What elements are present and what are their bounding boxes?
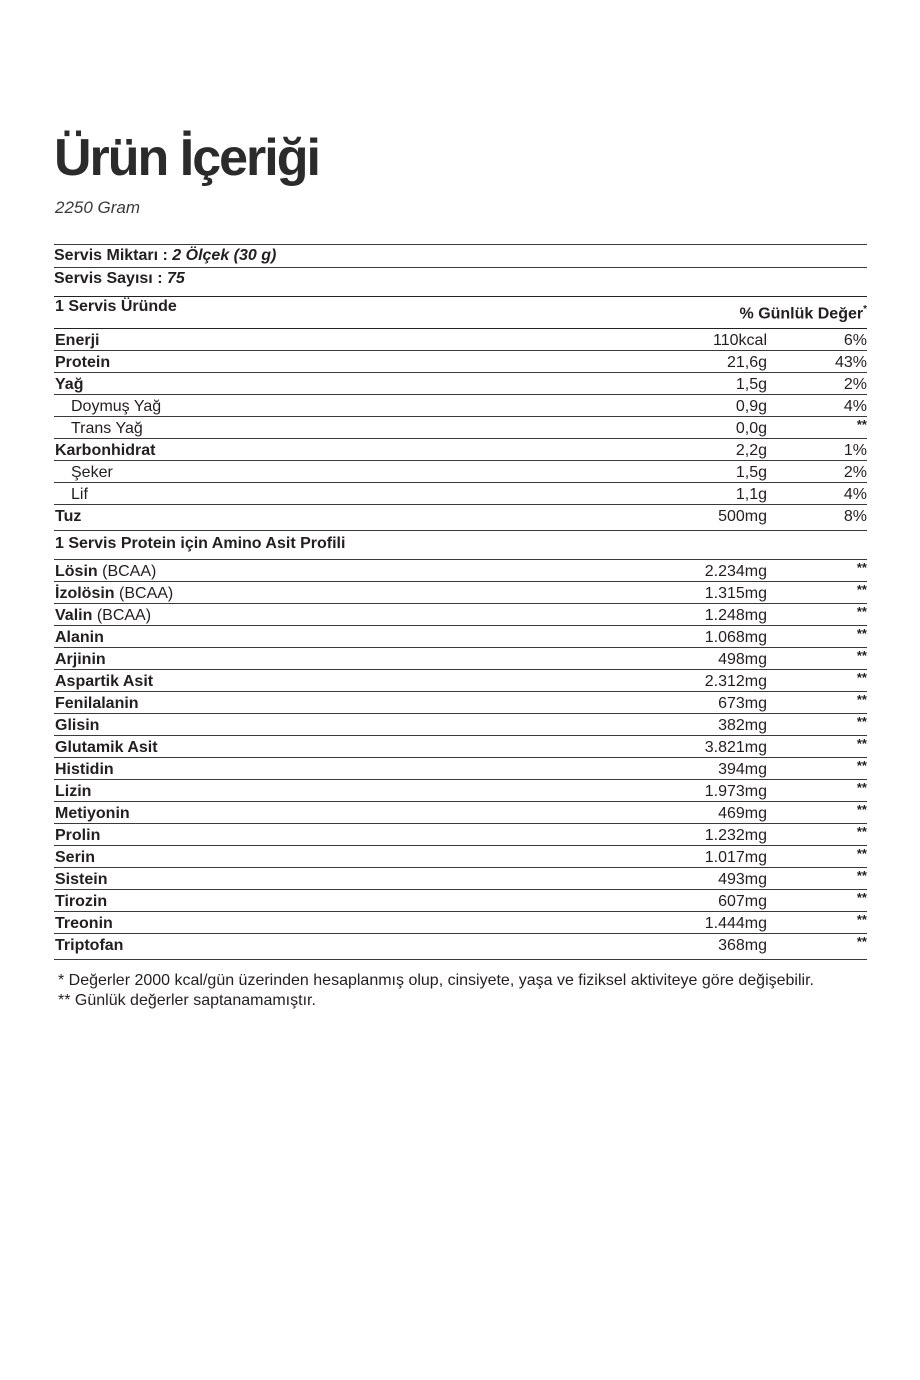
nutrient-amount: 110kcal <box>713 332 767 349</box>
amino-acid-row <box>54 824 867 846</box>
amino-acid-label: Tirozin <box>55 893 108 910</box>
amino-acid-label: Lösin <box>55 563 98 580</box>
amino-acid-note: (BCAA) <box>96 607 152 624</box>
amino-acid-name <box>55 913 113 934</box>
amino-acid-row <box>54 758 867 780</box>
amino-acid-name <box>55 891 107 912</box>
daily-value-header <box>740 304 867 323</box>
amino-acid-daily-value: ** <box>856 912 867 927</box>
nutrient-name: Tuz <box>55 508 82 525</box>
servings-row <box>54 268 867 290</box>
amino-acid-row <box>54 626 867 648</box>
nutrient-name: Doymuş Yağ <box>71 398 162 415</box>
amino-acid-amount: 607mg <box>718 893 767 910</box>
amino-acid-name <box>55 781 91 802</box>
nutrient-row <box>54 373 867 395</box>
amino-acid-label: Treonin <box>55 915 113 932</box>
amino-acid-row <box>54 560 867 582</box>
amino-acid-name <box>55 693 139 714</box>
serving-size-label: Servis Miktarı : <box>54 247 168 264</box>
amino-acid-label: Metiyonin <box>55 805 130 822</box>
per-serving-header <box>54 297 867 328</box>
amino-acid-label: Glutamik Asit <box>55 739 158 756</box>
nutrient-row <box>54 417 867 439</box>
package-weight: 2250 Gram <box>55 198 141 217</box>
amino-acid-daily-value: ** <box>856 802 867 817</box>
amino-acid-name <box>55 583 173 604</box>
amino-acid-label: Valin <box>55 607 93 624</box>
amino-acid-name <box>55 561 156 582</box>
amino-acid-row <box>54 780 867 802</box>
amino-acid-daily-value: ** <box>856 758 867 773</box>
nutrient-daily-value: 1% <box>843 442 867 459</box>
nutrient-daily-value: 4% <box>843 486 867 503</box>
amino-acid-row <box>54 890 867 912</box>
amino-acid-row <box>54 714 867 736</box>
amino-acid-amount: 1.444mg <box>704 915 767 932</box>
nutrition-table <box>54 244 867 960</box>
amino-acid-daily-value: ** <box>856 582 867 597</box>
amino-acid-row <box>54 648 867 670</box>
nutrient-row <box>54 461 867 483</box>
nutrient-row <box>54 351 867 373</box>
daily-value-mark: * <box>863 304 867 315</box>
nutrient-amount: 1,5g <box>735 464 767 481</box>
daily-value-label: % Günlük Değer <box>739 305 864 323</box>
nutrient-row <box>54 439 867 461</box>
amino-acid-row <box>54 582 867 604</box>
nutrient-amount: 2,2g <box>735 442 767 459</box>
amino-acid-label: Lizin <box>55 783 92 800</box>
amino-acid-row <box>54 934 867 955</box>
amino-acid-daily-value: ** <box>856 626 867 641</box>
amino-acid-amount: 2.234mg <box>704 563 767 580</box>
nutrient-name: Protein <box>55 354 111 371</box>
amino-acid-amount: 394mg <box>718 761 767 778</box>
footnote-not-established: ** Günlük değerler saptanamamıştır. <box>58 992 316 1009</box>
amino-acid-label: Sistein <box>55 871 108 888</box>
amino-acid-amount: 3.821mg <box>704 739 767 756</box>
amino-acid-daily-value: ** <box>856 670 867 685</box>
amino-acid-amount: 2.312mg <box>704 673 767 690</box>
amino-acid-daily-value: ** <box>856 824 867 839</box>
amino-acid-name <box>55 671 153 692</box>
amino-acid-row <box>54 802 867 824</box>
nutrient-name: Enerji <box>55 332 100 349</box>
amino-acid-amount: 1.017mg <box>704 849 767 866</box>
footnote-daily-value: * Değerler 2000 kcal/gün üzerinden hesaplanmış olup, cinsiyete, yaşa ve fiziksel aktiviteye göre değişebilir. <box>58 972 814 989</box>
amino-acid-daily-value: ** <box>856 846 867 861</box>
amino-acid-amount: 498mg <box>718 651 767 668</box>
amino-acid-name <box>55 649 106 670</box>
amino-acid-name <box>55 627 104 648</box>
amino-acid-amount: 1.248mg <box>704 607 767 624</box>
amino-acid-name <box>55 803 130 824</box>
amino-acid-name <box>55 715 99 736</box>
amino-acid-amount: 469mg <box>718 805 767 822</box>
amino-acid-daily-value: ** <box>856 714 867 729</box>
amino-acid-row <box>54 604 867 626</box>
amino-acid-amount: 1.973mg <box>704 783 767 800</box>
nutrient-row <box>54 505 867 526</box>
nutrient-daily-value: 2% <box>843 464 867 481</box>
amino-acid-note: (BCAA) <box>102 563 157 580</box>
amino-acid-amount: 1.068mg <box>704 629 767 646</box>
amino-acid-daily-value: ** <box>856 560 867 575</box>
nutrient-amount: 0,0g <box>735 420 767 437</box>
amino-acid-note: (BCAA) <box>119 585 174 602</box>
nutrient-name: Karbonhidrat <box>55 442 156 459</box>
amino-acid-amount: 1.232mg <box>704 827 767 844</box>
amino-acid-amount: 1.315mg <box>704 585 767 602</box>
nutrient-daily-value: 6% <box>843 332 867 349</box>
amino-acid-label: Prolin <box>55 827 101 844</box>
nutrient-amount: 1,1g <box>735 486 767 503</box>
amino-acid-daily-value: ** <box>856 890 867 905</box>
amino-acid-label: Histidin <box>55 761 114 778</box>
amino-acid-daily-value: ** <box>856 780 867 795</box>
serving-size-value: 2 Ölçek (30 g) <box>172 247 277 264</box>
nutrient-amount: 0,9g <box>735 398 767 415</box>
nutrient-amount: 1,5g <box>735 376 767 393</box>
nutrient-daily-value: 8% <box>843 508 867 525</box>
amino-acid-amount: 673mg <box>718 695 767 712</box>
nutrient-list <box>54 329 867 526</box>
amino-acid-name <box>55 847 95 868</box>
nutrient-name: Yağ <box>55 376 84 393</box>
amino-acid-daily-value: ** <box>856 692 867 707</box>
nutrient-daily-value: 2% <box>843 376 867 393</box>
amino-acid-amount: 368mg <box>718 937 767 954</box>
servings-value: 75 <box>166 270 185 287</box>
amino-acid-row <box>54 736 867 758</box>
amino-acid-label: İzolösin <box>55 585 115 602</box>
amino-acid-label: Aspartik Asit <box>55 673 154 690</box>
amino-acid-row <box>54 692 867 714</box>
page-title: Ürün İçeriği <box>54 129 319 187</box>
amino-acid-daily-value: ** <box>856 604 867 619</box>
amino-acid-amount: 382mg <box>718 717 767 734</box>
amino-acid-label: Serin <box>55 849 96 866</box>
nutrient-row <box>54 395 867 417</box>
amino-acid-label: Triptofan <box>55 937 124 954</box>
footnotes <box>58 971 814 1011</box>
servings-label: Servis Sayısı : <box>54 270 163 287</box>
amino-acid-label: Glisin <box>55 717 100 734</box>
nutrient-amount: 500mg <box>718 508 767 525</box>
serving-size-row <box>54 245 867 268</box>
amino-acid-label: Fenilalanin <box>55 695 139 712</box>
amino-acid-row <box>54 846 867 868</box>
nutrient-row <box>54 329 867 351</box>
amino-acid-name <box>55 737 158 758</box>
divider <box>54 959 867 960</box>
per-serving-label: 1 Servis Üründe <box>55 298 177 315</box>
nutrient-daily-value: 4% <box>843 398 867 415</box>
nutrient-daily-value: 43% <box>834 354 867 371</box>
amino-acid-daily-value: ** <box>856 868 867 883</box>
amino-acid-daily-value: ** <box>856 648 867 663</box>
amino-acid-row <box>54 912 867 934</box>
amino-heading-text: 1 Servis Protein için Amino Asit Profili <box>55 535 346 552</box>
amino-acid-name <box>55 825 100 846</box>
nutrient-name: Trans Yağ <box>71 420 143 437</box>
amino-acid-amount: 493mg <box>718 871 767 888</box>
nutrient-daily-value: ** <box>856 417 867 432</box>
nutrient-name: Lif <box>71 486 88 503</box>
nutrient-name: Şeker <box>71 464 113 481</box>
amino-section-heading <box>54 530 867 559</box>
amino-acid-daily-value: ** <box>856 934 867 949</box>
amino-acid-row <box>54 670 867 692</box>
amino-acid-label: Arjinin <box>55 651 106 668</box>
amino-acid-name <box>55 759 114 780</box>
amino-acid-daily-value: ** <box>856 736 867 751</box>
amino-acid-list <box>54 560 867 955</box>
amino-acid-row <box>54 868 867 890</box>
amino-acid-name <box>55 869 107 890</box>
amino-acid-label: Alanin <box>55 629 104 646</box>
amino-acid-name <box>55 935 123 956</box>
nutrient-amount: 21,6g <box>726 354 767 371</box>
nutrient-row <box>54 483 867 505</box>
amino-acid-name <box>55 605 151 626</box>
